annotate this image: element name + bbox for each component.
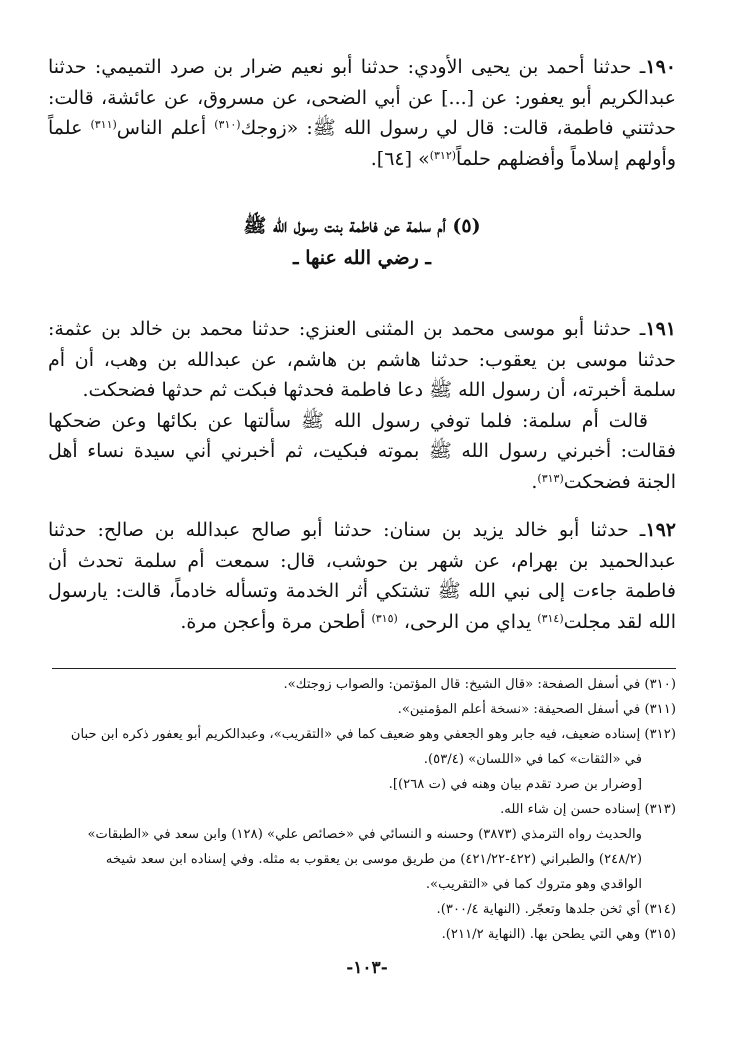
footnote-313-cont: والحديث رواه الترمذي (٣٨٧٣) وحسنه و النسائي في «خصائص علي» (١٢٨) وابن سعد في «الطبقات» bbox=[87, 827, 642, 842]
footnote-312-cont: في «الثقات» كما في «اللسان» (٥٣/٤). bbox=[423, 752, 642, 767]
hadith-text: قالت أم سلمة: فلما توفي رسول الله ﷺ سألتها عن بكائها وعن ضحكها فقالت: أخبرني رسول الله ﷺ بموته فبكيت، ثم أخبرني أني سيدة نساء أهل الجنة فضحكت bbox=[48, 409, 676, 493]
section-title: (٥) أم سلمة عن فاطمة بنت رسول الله ﷺ bbox=[243, 215, 481, 237]
hadith-text: أعلم الناس bbox=[116, 117, 215, 139]
footnote-312: (٣١٢) إسناده ضعيف، فيه جابر وهو الجعفي وهو ضعيف كما في «التقريب»، وعبدالكريم أبو يعفور ذكره ابن حبان bbox=[70, 727, 676, 742]
footnote-ref[interactable]: (٣١٤) bbox=[537, 611, 564, 625]
footnote-313-cont: الواقدي وهو متروك كما في «التقريب». bbox=[425, 877, 642, 892]
hadith-191 bbox=[48, 314, 676, 497]
hadith-number: ١٩٠ bbox=[645, 56, 676, 78]
hadith-number: ١٩١ bbox=[645, 318, 676, 340]
footnote-313: (٣١٣) إسناده حسن إن شاء الله. bbox=[500, 802, 676, 817]
footnotes bbox=[48, 672, 676, 947]
hadith-number: ١٩٢ bbox=[645, 519, 676, 541]
section-subtitle: ـ رضي الله عنها ـ bbox=[293, 247, 431, 269]
footnote-ref[interactable]: (٣١٣) bbox=[537, 471, 564, 485]
footnote-divider bbox=[52, 668, 676, 669]
hadith-190 bbox=[48, 52, 676, 174]
hadith-text: يداي من الرحى، bbox=[397, 610, 538, 633]
hadith-text: » [٦٤]. bbox=[370, 147, 430, 170]
hadith-text: . bbox=[531, 470, 538, 493]
hadith-text: ـ حدثنا أبو خالد يزيد بن سنان: حدثنا أبو صالح عبدالله بن صالح: حدثنا عبدالحميد بن بهرام، عن شهر بن حوشب، قال: سمعت أم سلمة تحدث أن فاطمة جاءت إلى نبي الله ﷺ تشتكي أثر الخدمة وتسأله خادماً، قالت: يارسول الله لقد مجلت bbox=[48, 519, 676, 633]
footnote-ref[interactable]: (٣١٠) bbox=[214, 118, 241, 131]
section-heading bbox=[48, 210, 676, 274]
footnote-ref[interactable]: (٣١٥) bbox=[371, 611, 398, 625]
footnote-315: (٣١٥) وهي التي يطحن بها. (النهاية ٢١١/٢). bbox=[441, 927, 676, 942]
footnote-312-cont: [وضرار بن صرد تقدم بيان وهنه في (ت ٢٦٨)]. bbox=[388, 777, 642, 792]
page-number: -١٠٣- bbox=[346, 958, 388, 978]
hadith-text: علماً وأولهم إسلاماً وأفضلهم حلماً bbox=[48, 117, 676, 170]
footnote-313-cont: (٢٤٨/٢) والطبراني (٤٢٢-٤٢١/٢٢) من طريق موسى بن يعقوب به مثله. وفي إسناده ابن سعد شيخه bbox=[105, 852, 642, 867]
hadith-text: أطحن مرة وأعجن مرة. bbox=[180, 610, 372, 633]
footnote-314: (٣١٤) أي ثخن جلدها وتعجّر. (النهاية ٣٠٠/٤). bbox=[436, 902, 676, 917]
footnote-ref[interactable]: (٣١١) bbox=[90, 118, 117, 131]
hadith-text: ـ حدثنا أحمد بن يحيى الأودي: حدثنا أبو نعيم ضرار بن صرد التميمي: حدثنا عبدالكريم أبو يعفور: عن [...] عن أبي الضحى، عن مسروق، عن عائشة، قالت: حدثتني فاطمة، قالت: قال لي رسول الله ﷺ: «زوجك bbox=[48, 56, 676, 139]
hadith-text: ـ حدثنا أبو موسى محمد بن المثنى العنزي: حدثنا محمد بن خالد بن عثمة: حدثنا موسى بن يعقوب: حدثنا هاشم بن هاشم، عن عبدالله بن وهب، أن أم سلمة أخبرته، أن رسول الله ﷺ دعا فاطمة فحدثها فبكت ثم حدثها فضحكت. bbox=[48, 318, 676, 401]
main-text bbox=[48, 52, 676, 655]
hadith-192 bbox=[48, 515, 676, 637]
footnote-311: (٣١١) في أسفل الصحيفة: «نسخة أعلم المؤمنين». bbox=[397, 702, 676, 717]
footnote-310: (٣١٠) في أسفل الصفحة: «قال الشيخ: قال المؤتمن: والصواب زوجتك». bbox=[283, 677, 676, 692]
footnote-ref[interactable]: (٣١٢) bbox=[429, 148, 457, 162]
